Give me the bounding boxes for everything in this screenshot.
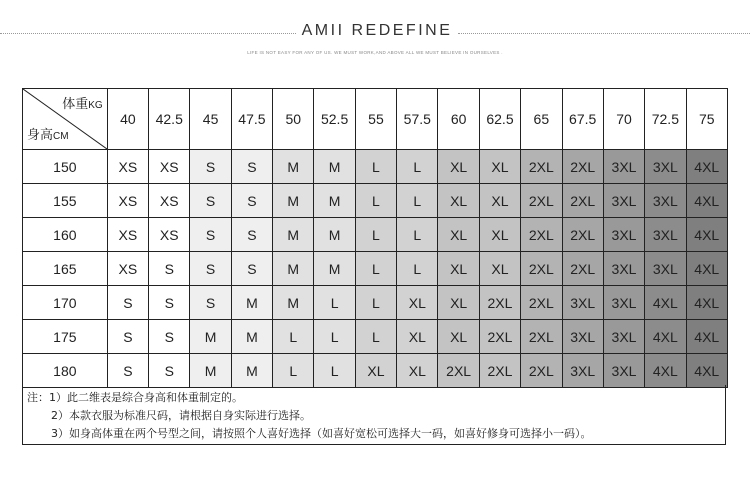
size-cell: 2XL — [521, 184, 562, 218]
size-cell: S — [149, 286, 190, 320]
size-cell: S — [190, 286, 231, 320]
table-row — [23, 252, 728, 286]
size-cell: XL — [438, 286, 479, 320]
height-header-cell: 150 — [23, 150, 108, 184]
size-cell: 4XL — [686, 320, 727, 354]
weight-header-cell: 52.5 — [314, 89, 355, 150]
size-cell: S — [231, 218, 272, 252]
size-cell: 4XL — [686, 218, 727, 252]
size-cell: XL — [479, 218, 520, 252]
size-cell: M — [231, 286, 272, 320]
size-cell: 3XL — [603, 354, 644, 388]
table-row — [23, 286, 728, 320]
size-cell: L — [355, 150, 396, 184]
size-cell: 3XL — [562, 320, 603, 354]
size-cell: M — [273, 286, 314, 320]
size-cell: 2XL — [521, 320, 562, 354]
size-cell: XL — [479, 150, 520, 184]
height-header-cell: 175 — [23, 320, 108, 354]
size-cell: 2XL — [479, 320, 520, 354]
size-cell: 2XL — [562, 150, 603, 184]
notes-box — [22, 385, 726, 445]
size-cell: S — [231, 252, 272, 286]
size-cell: M — [314, 150, 355, 184]
size-cell: 4XL — [645, 286, 686, 320]
note-line: 2）本款衣服为标准尺码，请根据自身实际进行选择。 — [51, 409, 311, 422]
size-cell: 3XL — [603, 184, 644, 218]
size-cell: 3XL — [562, 354, 603, 388]
size-cell: XL — [438, 218, 479, 252]
size-cell: 3XL — [562, 286, 603, 320]
size-cell: 4XL — [686, 252, 727, 286]
size-chart-table — [22, 88, 728, 388]
size-cell: 3XL — [603, 286, 644, 320]
size-cell: L — [273, 320, 314, 354]
size-cell: L — [355, 252, 396, 286]
height-header-cell: 160 — [23, 218, 108, 252]
size-cell: S — [190, 218, 231, 252]
size-cell: 4XL — [686, 184, 727, 218]
height-header-cell: 180 — [23, 354, 108, 388]
size-cell: S — [231, 184, 272, 218]
size-cell: S — [190, 150, 231, 184]
brand-title: AMII REDEFINE — [301, 22, 453, 39]
size-cell: 2XL — [562, 184, 603, 218]
size-cell: 2XL — [479, 286, 520, 320]
weight-header-row — [23, 89, 728, 150]
size-cell: 3XL — [603, 252, 644, 286]
brand-tagline: LIFE IS NOT EASY FOR ANY OF US. WE MUST WORK,AND ABOVE ALL WE MUST BELIEVE IN OURSELVES . — [247, 50, 503, 55]
size-cell: XL — [397, 320, 438, 354]
size-cell: 2XL — [521, 354, 562, 388]
size-cell: XS — [149, 150, 190, 184]
size-cell: 3XL — [603, 320, 644, 354]
size-cell: L — [273, 354, 314, 388]
size-cell: 4XL — [686, 354, 727, 388]
size-cell: S — [190, 184, 231, 218]
weight-header-cell: 60 — [438, 89, 479, 150]
size-cell: M — [314, 252, 355, 286]
table-row — [23, 320, 728, 354]
size-cell: 3XL — [603, 218, 644, 252]
size-cell: 3XL — [603, 150, 644, 184]
size-cell: L — [314, 286, 355, 320]
size-cell: 2XL — [438, 354, 479, 388]
height-header-cell: 170 — [23, 286, 108, 320]
dotted-divider-right — [458, 33, 750, 34]
size-cell: S — [107, 286, 148, 320]
size-cell: S — [149, 354, 190, 388]
size-cell: S — [190, 252, 231, 286]
weight-header-cell: 70 — [603, 89, 644, 150]
weight-header-cell: 65 — [521, 89, 562, 150]
weight-header-cell: 42.5 — [149, 89, 190, 150]
size-cell: 4XL — [645, 354, 686, 388]
size-cell: L — [397, 218, 438, 252]
size-cell: XL — [479, 184, 520, 218]
size-cell: L — [355, 184, 396, 218]
table-row — [23, 150, 728, 184]
size-cell: 4XL — [686, 286, 727, 320]
brand-header — [0, 22, 750, 46]
size-cell: 2XL — [521, 150, 562, 184]
height-axis-label: 身高CM — [27, 127, 69, 142]
weight-header-cell: 40 — [107, 89, 148, 150]
size-cell: L — [355, 286, 396, 320]
size-cell: 3XL — [645, 218, 686, 252]
size-cell: XL — [397, 286, 438, 320]
size-cell: 2XL — [562, 218, 603, 252]
table-row — [23, 218, 728, 252]
size-cell: L — [397, 150, 438, 184]
size-table-body — [23, 150, 728, 388]
size-cell: M — [190, 320, 231, 354]
size-cell: M — [314, 184, 355, 218]
table-row — [23, 184, 728, 218]
note-line: 3）如身高体重在两个号型之间，请按照个人喜好选择（如喜好宽松可选择大一码，如喜好修身可选择小一码）。 — [51, 427, 592, 440]
size-cell: XL — [438, 320, 479, 354]
size-cell: XS — [149, 184, 190, 218]
size-cell: XL — [438, 150, 479, 184]
weight-header-cell: 50 — [273, 89, 314, 150]
weight-header-cell: 55 — [355, 89, 396, 150]
size-cell: 3XL — [645, 184, 686, 218]
size-cell: XS — [107, 252, 148, 286]
table-row — [23, 354, 728, 388]
weight-axis-label: 体重KG — [62, 96, 103, 111]
size-cell: M — [273, 184, 314, 218]
size-cell: 2XL — [479, 354, 520, 388]
size-cell: 2XL — [562, 252, 603, 286]
weight-header-cell: 67.5 — [562, 89, 603, 150]
size-cell: XS — [149, 218, 190, 252]
size-cell: XL — [438, 184, 479, 218]
size-cell: S — [231, 150, 272, 184]
weight-header-cell: 57.5 — [397, 89, 438, 150]
size-cell: XL — [479, 252, 520, 286]
size-cell: M — [273, 150, 314, 184]
size-cell: L — [355, 320, 396, 354]
size-cell: S — [149, 320, 190, 354]
size-cell: M — [190, 354, 231, 388]
size-cell: XS — [107, 218, 148, 252]
size-cell: XS — [107, 150, 148, 184]
corner-cell — [23, 89, 108, 150]
dotted-divider-left — [0, 33, 296, 34]
size-cell: L — [397, 252, 438, 286]
weight-header-cell: 72.5 — [645, 89, 686, 150]
size-cell: L — [314, 354, 355, 388]
size-cell: M — [273, 252, 314, 286]
height-header-cell: 165 — [23, 252, 108, 286]
size-cell: 2XL — [521, 286, 562, 320]
weight-header-cell: 62.5 — [479, 89, 520, 150]
weight-header-cell: 75 — [686, 89, 727, 150]
size-cell: L — [314, 320, 355, 354]
size-cell: 4XL — [645, 320, 686, 354]
size-cell: XL — [397, 354, 438, 388]
size-cell: 4XL — [686, 150, 727, 184]
size-cell: 3XL — [645, 252, 686, 286]
size-cell: L — [355, 218, 396, 252]
size-cell: 2XL — [521, 252, 562, 286]
size-cell: M — [314, 218, 355, 252]
size-cell: XS — [107, 184, 148, 218]
weight-header-cell: 45 — [190, 89, 231, 150]
size-cell: XL — [438, 252, 479, 286]
size-cell: S — [107, 354, 148, 388]
height-header-cell: 155 — [23, 184, 108, 218]
size-cell: S — [107, 320, 148, 354]
size-cell: 2XL — [521, 218, 562, 252]
size-cell: M — [273, 218, 314, 252]
weight-header-cell: 47.5 — [231, 89, 272, 150]
size-cell: XL — [355, 354, 396, 388]
size-cell: M — [231, 320, 272, 354]
size-cell: S — [149, 252, 190, 286]
note-line: 注：1）此二维表是综合身高和体重制定的。 — [27, 391, 243, 404]
size-cell: L — [397, 184, 438, 218]
size-cell: M — [231, 354, 272, 388]
size-cell: 3XL — [645, 150, 686, 184]
